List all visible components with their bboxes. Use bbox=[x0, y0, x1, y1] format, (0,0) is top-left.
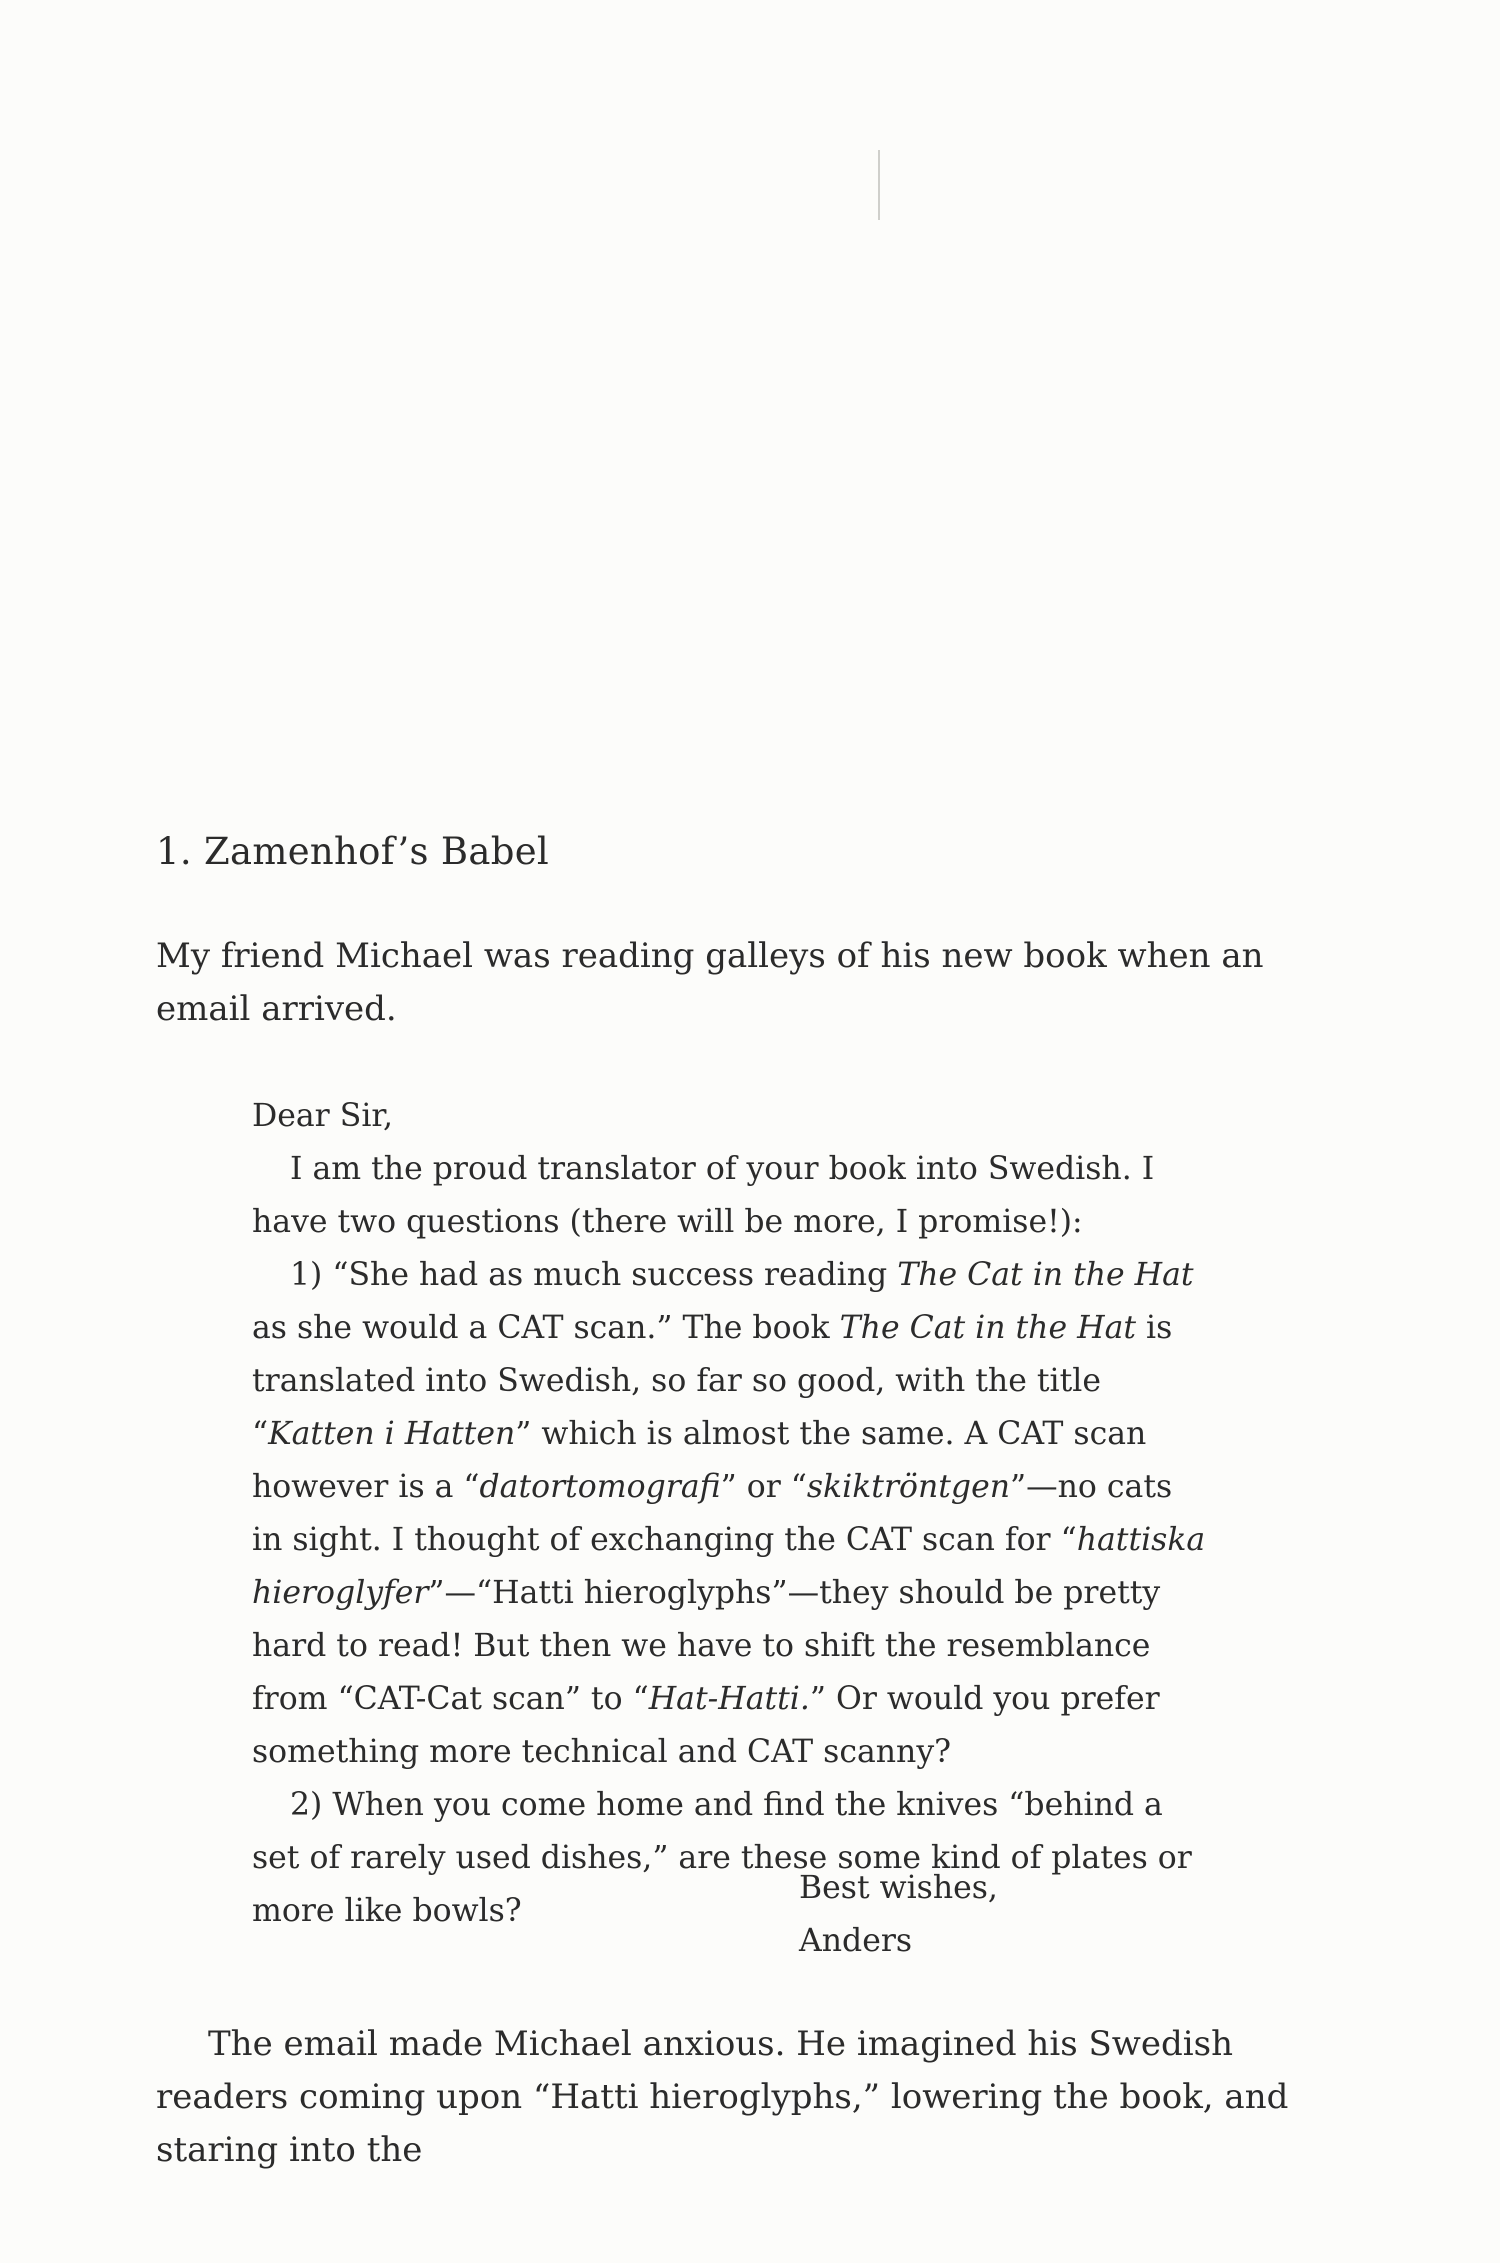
letter-closing: Best wishes, bbox=[799, 1870, 998, 1906]
letter-salutation: Dear Sir, bbox=[252, 1098, 394, 1134]
letter-signature: Anders bbox=[799, 1923, 913, 1959]
email-letter bbox=[252, 1090, 1212, 1938]
letter-question-1: 1) “She had as much success reading The Cat in the Hat as she would a CAT scan.” The book The Cat in the Hat is translated into Swedish, so far so good, with the title “Katten i Hatten” which is almost the same. A CAT scan however is a “datortomografi” or “skiktröntgen”—no cats in sight. I thought of exchanging the CAT scan for “hattiska hieroglyfer”—“Hatti hieroglyphs”—they should be pretty hard to read! But then we have to shift the resemblance from “CAT-Cat scan” to “Hat-Hatti.” Or would you prefer something more technical and CAT scanny? bbox=[252, 1257, 1206, 1770]
letter-question-2: 2) When you come home and find the knives “behind a set of rarely used dishes,” are these some kind of plates or more like bowls? bbox=[252, 1787, 1192, 1929]
letter-signoff bbox=[799, 1862, 998, 1968]
letter-opening: I am the proud translator of your book into Swedish. I have two questions (there will be more, I promise!): bbox=[252, 1151, 1155, 1240]
scan-mark bbox=[878, 150, 880, 220]
intro-paragraph: My friend Michael was reading galleys of his new book when an email arrived. bbox=[156, 936, 1264, 1029]
chapter-title: 1. Zamenhof’s Babel bbox=[156, 830, 550, 873]
following-paragraph: The email made Michael anxious. He imagined his Swedish readers coming upon “Hatti hieroglyphs,” lowering the book, and staring into the bbox=[156, 2024, 1289, 2170]
